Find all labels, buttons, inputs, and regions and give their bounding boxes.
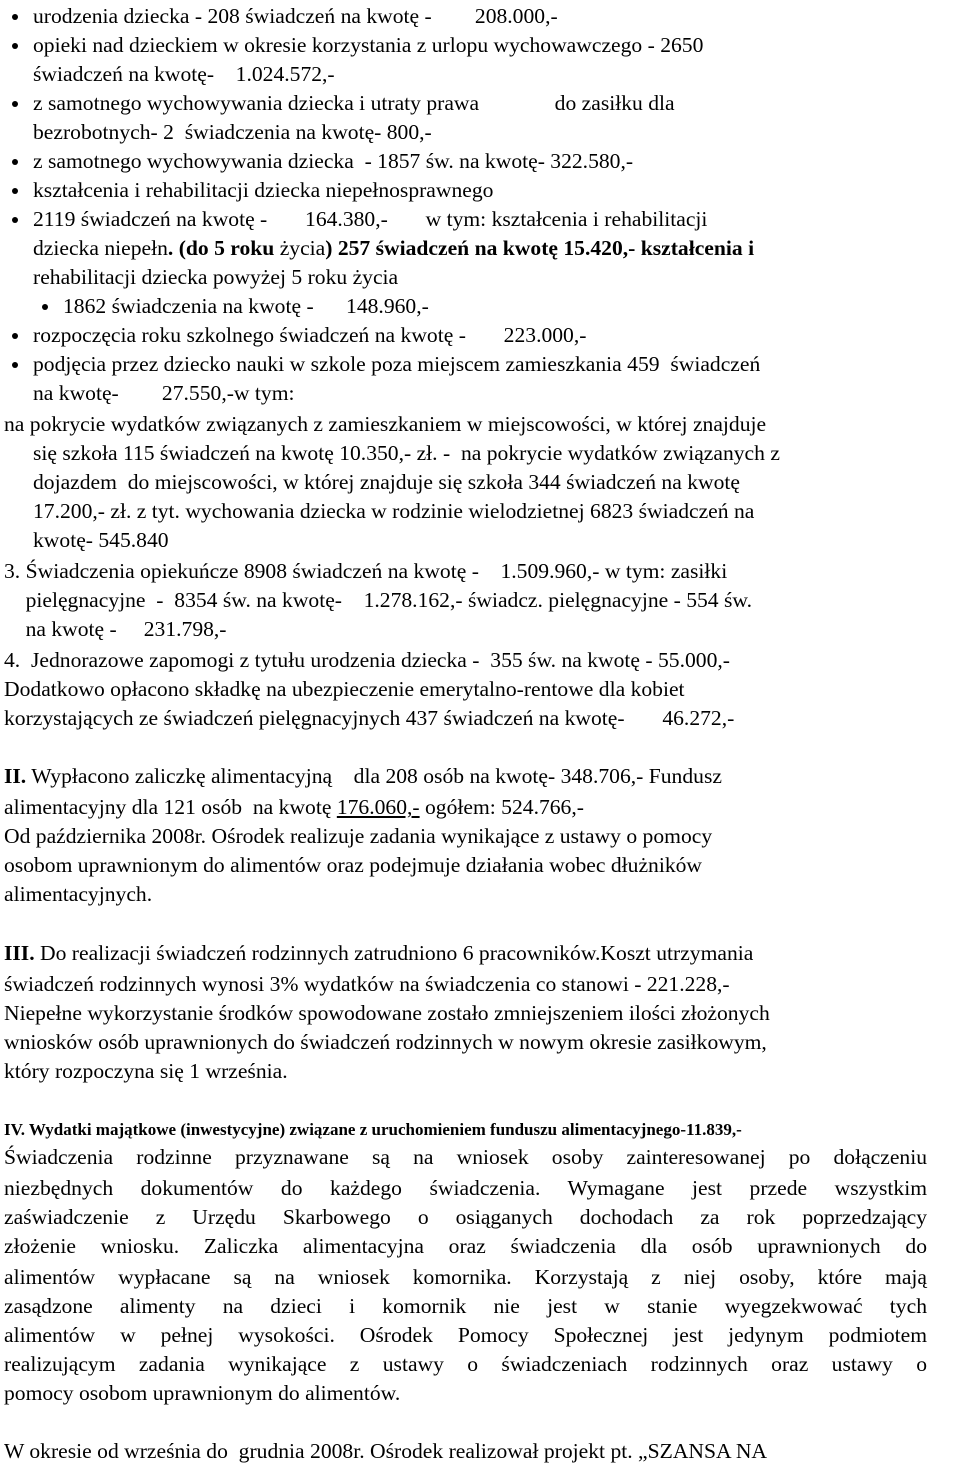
paragraph-line: niezbędnych dokumentów do każdego świadczenia. Wymagane jest przede wszystkim xyxy=(4,1176,927,1200)
bullet-line: rozpoczęcia roku szkolnego świadczeń na kwotę - 223.000,- xyxy=(33,321,586,350)
text-line: rehabilitacji dziecka powyżej 5 roku życia xyxy=(33,265,399,289)
bullet-line: z samotnego wychowywania dziecka - 1857 św. na kwotę- 322.580,- xyxy=(33,147,633,176)
text-line: dojazdem do miejscowości, w której znajduje się szkoła 344 świadczeń na kwotę xyxy=(33,470,740,494)
text-line: na kwotę- 27.550,-w tym: xyxy=(33,381,295,405)
text-line: 4. Jednorazowe zapomogi z tytułu urodzenia dziecka - 355 św. na kwotę - 55.000,- xyxy=(4,648,730,672)
sub-bullet-line: 1862 świadczenia na kwotę - 148.960,- xyxy=(63,292,429,321)
text-line: się szkoła 115 świadczeń na kwotę 10.350,- zł. - na pokrycie wydatków związanych z xyxy=(33,441,780,465)
text-line: korzystających ze świadczeń pielęgnacyjnych 437 świadczeń na kwotę- 46.272,- xyxy=(4,706,735,730)
text-line: osobom uprawnionym do alimentów oraz podejmuje działania wobec dłużników xyxy=(4,853,703,877)
section-4-heading: IV. Wydatki majątkowe (inwestycyjne) związane z uruchomieniem funduszu alimentacyjnego-11.839,- xyxy=(4,1120,742,1139)
text-line xyxy=(33,234,754,263)
section-3-line xyxy=(4,939,753,968)
text-line: Od października 2008r. Ośrodek realizuje zadania wynikające z ustawy o pomocy xyxy=(4,824,713,848)
text-line: Niepełne wykorzystanie środków spowodowane zostało zmniejszeniem ilości złożonych xyxy=(4,1001,770,1025)
underlined-amount: 176.060,- xyxy=(336,795,420,819)
text-line: na kwotę - 231.798,- xyxy=(4,617,227,641)
text-line: bezrobotnych- 2 świadczenia na kwotę- 800,- xyxy=(33,120,432,144)
text-segment: Do realizacji świadczeń rodzinnych zatrudniono 6 pracowników.Koszt utrzymania xyxy=(34,941,754,965)
section-number: II. xyxy=(4,764,27,788)
text-line: alimentacyjnych. xyxy=(4,882,153,906)
text-line: który rozpoczyna się 1 września. xyxy=(4,1059,288,1083)
text-line: 3. Świadczenia opiekuńcze 8908 świadczeń na kwotę - 1.509.960,- w tym: zasiłki xyxy=(4,559,728,583)
text-line xyxy=(4,793,584,822)
text-line: świadczeń rodzinnych wynosi 3% wydatków na świadczenia co stanowi - 221.228,- xyxy=(4,972,730,996)
text-segment: Wypłacono zaliczkę alimentacyjną dla 208 osób na kwotę- 348.706,- Fundusz xyxy=(26,764,722,788)
text-line: kwotę- 545.840 xyxy=(33,528,169,552)
paragraph-line: złożenie wniosku. Zaliczka alimentacyjna oraz świadczenia dla osób uprawnionych do xyxy=(4,1234,927,1258)
section-2-line xyxy=(4,762,722,791)
text-segment: ogółem: 524.766,- xyxy=(419,795,584,819)
text-line: na pokrycie wydatków związanych z zamieszkaniem w miejscowości, w której znajduje xyxy=(4,412,767,436)
bullet-line: 2119 świadczeń na kwotę - 164.380,- w tym: kształcenia i rehabilitacji xyxy=(33,205,707,234)
section-number: III. xyxy=(4,941,35,965)
text-line: wniosków osób uprawnionych do świadczeń rodzinnych w nowym okresie zasiłkowym, xyxy=(4,1030,767,1054)
paragraph-line: alimentów w pełnej wysokości. Ośrodek Pomocy Społecznej jest jedynym podmiotem xyxy=(4,1323,927,1347)
paragraph-line: pomocy osobom uprawnionym do alimentów. xyxy=(4,1381,401,1405)
paragraph-line: zasądzone alimenty na dzieci i komornik nie jest w stanie wyegzekwować tych xyxy=(4,1294,927,1318)
paragraph-line: realizującym zadania wynikające z ustawy o świadczeniach rodzinnych oraz ustawy o xyxy=(4,1352,927,1376)
bullet-line: kształcenia i rehabilitacji dziecka niepełnosprawnego xyxy=(33,176,493,205)
text-segment: życia xyxy=(279,236,326,260)
bullet-line: urodzenia dziecka - 208 świadczeń na kwotę - 208.000,- xyxy=(33,2,558,31)
bullet-line: z samotnego wychowywania dziecka i utraty prawa do zasiłku dla xyxy=(33,89,675,118)
text-segment: dziecka niepełn xyxy=(33,236,168,260)
bold-segment: . (do 5 roku xyxy=(167,236,280,260)
text-segment: alimentacyjny dla 121 osób na kwotę xyxy=(4,795,337,819)
bullet-line: opieki nad dzieckiem w okresie korzystania z urlopu wychowawczego - 2650 xyxy=(33,31,703,60)
paragraph-line: zaświadczenie z Urzędu Skarbowego o osiąganych dochodach za rok poprzedzający xyxy=(4,1205,927,1229)
text-line: 17.200,- zł. z tyt. wychowania dziecka w rodzinie wielodzietnej 6823 świadczeń na xyxy=(33,499,755,523)
text-line: Dodatkowo opłacono składkę na ubezpieczenie emerytalno-rentowe dla kobiet xyxy=(4,677,685,701)
footer-line: W okresie od września do grudnia 2008r. Ośrodek realizował projekt pt. „SZANSA NA xyxy=(4,1439,768,1463)
paragraph-line: Świadczenia rodzinne przyznawane są na wniosek osoby zainteresowanej po dołączeniu xyxy=(4,1145,927,1169)
bold-segment: ) 257 świadczeń na kwotę 15.420,- kształcenia i xyxy=(325,236,755,260)
text-line: pielęgnacyjne - 8354 św. na kwotę- 1.278.162,- świadcz. pielęgnacyjne - 554 św. xyxy=(4,588,752,612)
text-line: świadczeń na kwotę- 1.024.572,- xyxy=(33,62,335,86)
bullet-line: podjęcia przez dziecko nauki w szkole poza miejscem zamieszkania 459 świadczeń xyxy=(33,350,760,379)
paragraph-line: alimentów wypłacane są na wniosek komornika. Korzystają z niej osoby, które mają xyxy=(4,1265,927,1289)
